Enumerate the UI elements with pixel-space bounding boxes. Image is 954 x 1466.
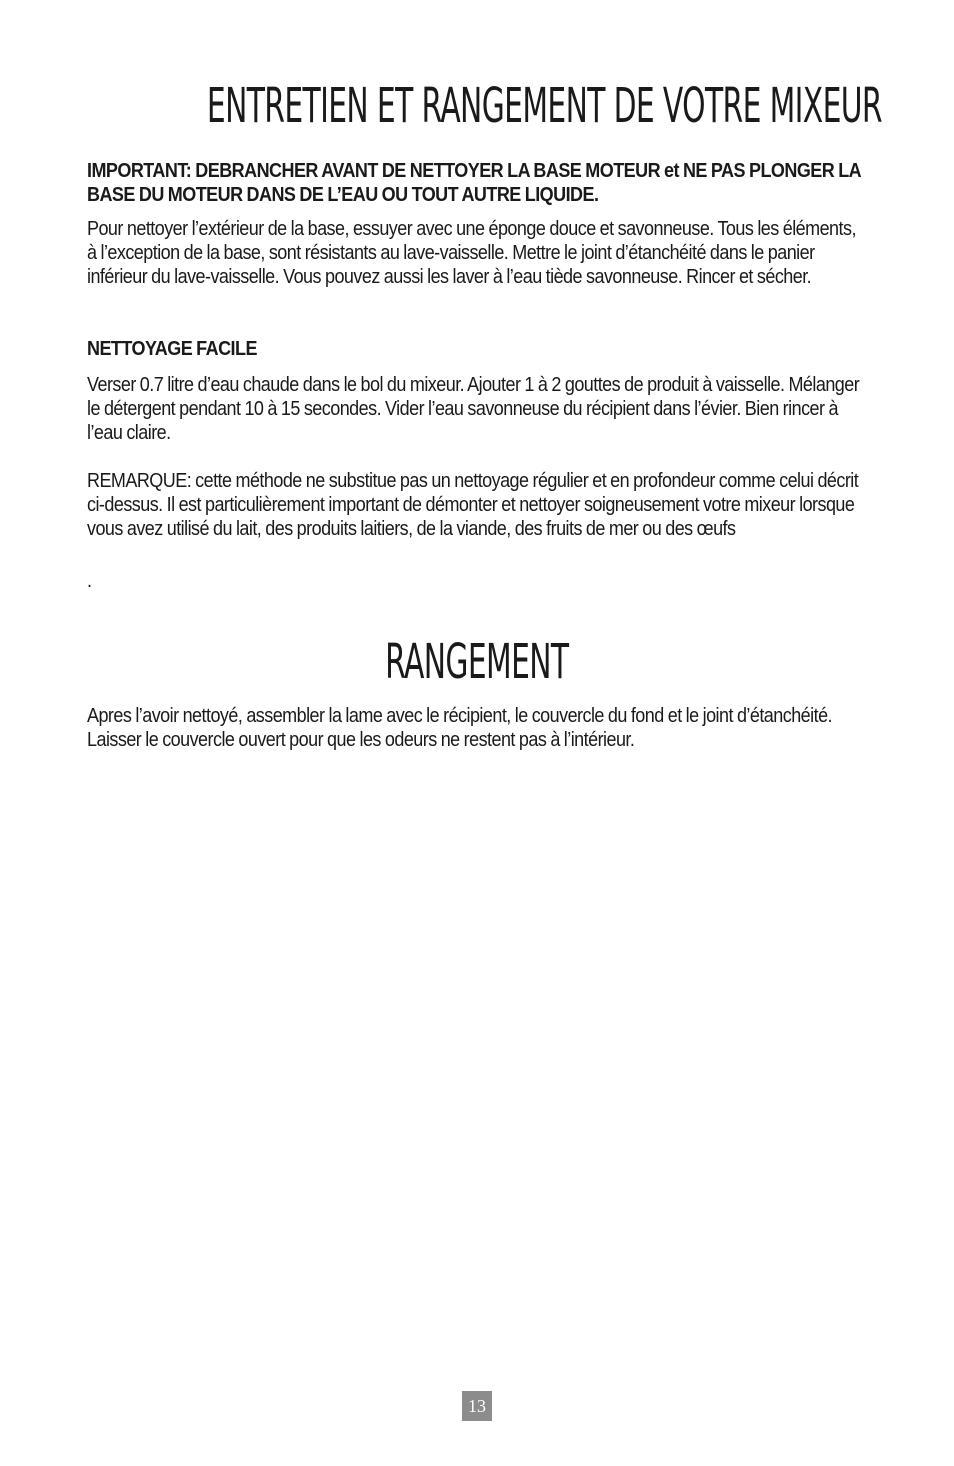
storage-heading-text: RANGEMENT [385,634,569,690]
main-heading [0,76,954,136]
stray-dot: . [87,570,92,592]
important-notice: IMPORTANT: DEBRANCHER AVANT DE NETTOYER LA BASE MOTEUR et NE PAS PLONGER LA BASE DU MOTEUR DANS DE L’EAU OU TOUT AUTRE LIQUIDE. [87,160,861,206]
easy-cleaning-paragraph: Verser 0.7 litre d’eau chaude dans le bol du mixeur. Ajouter 1 à 2 gouttes de produit à vaisselle. Mélanger le détergent pendant 10 à 15 secondes. Vider l’eau savonneuse du récipient dans l’évier. Bien rincer à l’eau claire. [87,374,860,444]
main-heading-text: ENTRETIEN ET RANGEMENT DE VOTRE MIXEUR [206,78,882,134]
easy-cleaning-heading: NETTOYAGE FACILE [87,338,257,360]
storage-heading [0,632,954,692]
cleaning-paragraph: Pour nettoyer l’extérieur de la base, essuyer avec une éponge douce et savonneuse. Tous les éléments, à l’exception de la base, sont résistants au lave-vaisselle. Mettre le joint d’étanchéité dans le panier inférieur du lave-vaisselle. Vous pouvez aussi les laver à l’eau tiède savonneuse. Rincer et sécher. [87,218,856,288]
page-number: 13 [462,1391,492,1421]
storage-paragraph: Apres l’avoir nettoyé, assembler la lame avec le récipient, le couvercle du fond et le joint d’étanchéité. Laisser le couvercle ouvert pour que les odeurs ne restent pas à l’intérieur. [87,705,833,751]
remark-paragraph: REMARQUE: cette méthode ne substitue pas un nettoyage régulier et en profondeur comme celui décrit ci-dessus. Il est particulièrement important de démonter et nettoyer soigneusement votre mixeur lorsque vous avez utilisé du lait, des produits laitiers, de la viande, des fruits de mer ou des œufs [87,470,859,540]
